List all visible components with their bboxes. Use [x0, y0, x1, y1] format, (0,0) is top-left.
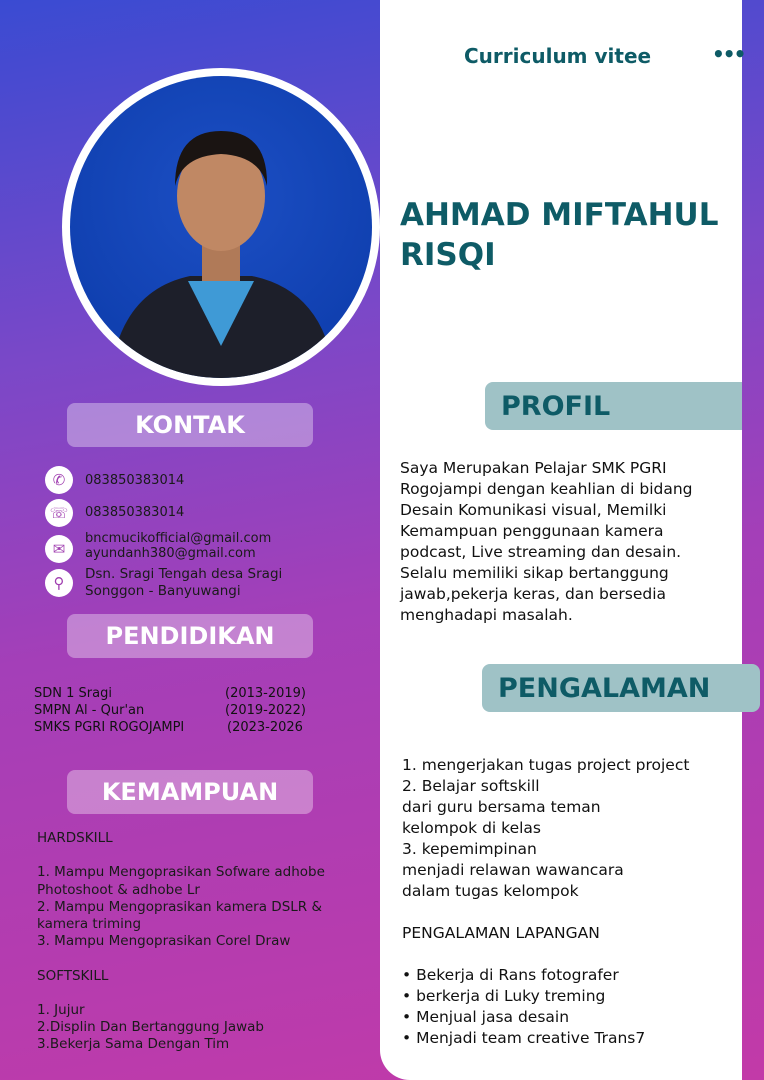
profil-text: Saya Merupakan Pelajar SMK PGRI Rogojampi dengan keahlian di bidang Desain Komunikasi visual, Memilki Kemampuan penggunaan kamera podcast, Live streaming dan desain. Selalu memiliki sikap bertanggung jawab,pekerja keras, dan bersedia menghadapi masalah.: [400, 459, 693, 624]
section-heading-profil: PROFIL: [485, 382, 742, 430]
kemampuan-text: HARDSKILL 1. Mampu Mengoprasikan Sofware adhobe Photoshoot & adhobe Lr 2. Mampu Mengoprasikan kamera DSLR & kamera triming 3. Mampu Mengoprasikan Corel Draw SOFTSKILL 1. Jujur 2.Displin Dan Bertanggung Jawab 3.Bekerja Sama Dengan Tim: [37, 830, 325, 1053]
profile-photo: [70, 76, 372, 378]
contact-email: bncmucikofficial@gmail.com ayundanh380@gmail.com: [85, 531, 272, 561]
phone-icon: ✆: [45, 466, 73, 494]
section-heading-kontak: KONTAK: [67, 403, 313, 447]
contact-address: Dsn. Sragi Tengah desa Sragi Songgon - Banyuwangi: [85, 566, 283, 599]
location-pin-icon: ⚲: [45, 569, 73, 597]
more-dots-icon[interactable]: •••: [712, 42, 745, 66]
document-title: Curriculum vitee: [464, 44, 652, 68]
contact-phone: 083850383014: [85, 473, 185, 488]
whatsapp-icon: ☏: [45, 499, 73, 527]
section-heading-pendidikan: PENDIDIKAN: [67, 614, 313, 658]
school-years: (2019-2022): [225, 703, 307, 718]
pengalaman-text: 1. mengerjakan tugas project project 2. Belajar softskill dari guru bersama teman kelompok di kelas 3. kepemimpinan menjadi relawan wawancara dalam tugas kelompok PENGALAMAN LAPANGAN • Bekerja di Rans fotografer • berkerja di Luky treming • Menjual jasa desain • Menjadi team creative Trans7: [402, 756, 690, 1047]
school-years: (2023-2026: [227, 720, 303, 735]
section-heading-pengalaman: PENGALAMAN: [482, 664, 760, 712]
contact-whatsapp: 083850383014: [85, 505, 185, 520]
email-icon: ✉: [45, 535, 73, 563]
section-heading-kemampuan: KEMAMPUAN: [67, 770, 313, 814]
full-name: AHMAD MIFTAHUL RISQI: [400, 197, 719, 273]
school-years: (2013-2019): [225, 686, 307, 701]
school-name: SMKS PGRI ROGOJAMPI: [34, 720, 185, 735]
school-name: SMPN Al - Qur'an: [34, 703, 145, 718]
school-name: SDN 1 Sragi: [34, 686, 112, 701]
profile-photo-frame: [62, 68, 380, 386]
